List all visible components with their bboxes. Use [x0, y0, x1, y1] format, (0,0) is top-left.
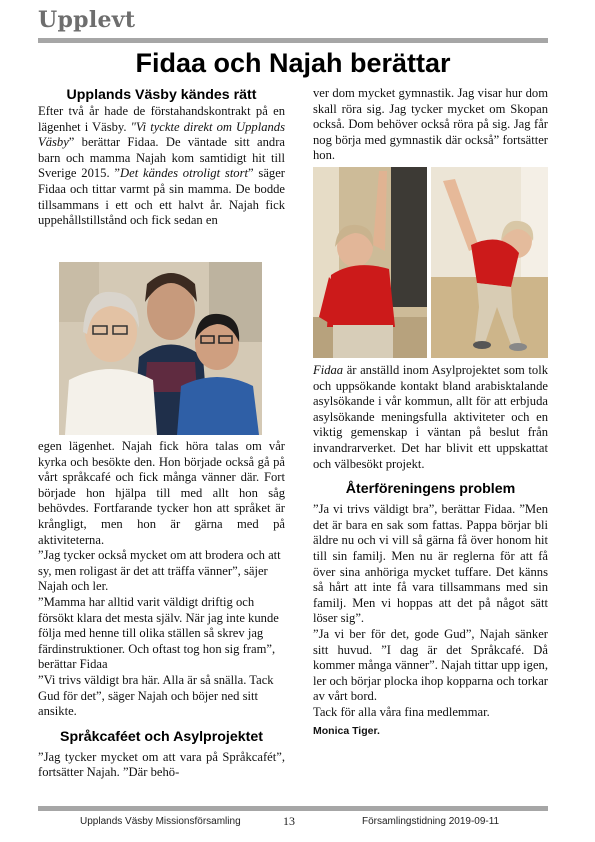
right-column-top: [313, 86, 548, 164]
footer-publisher: Upplands Väsby Missionsförsamling: [80, 816, 241, 827]
bottom-rule: [38, 806, 548, 811]
gymnastics-image-1: [313, 167, 427, 358]
paragraph-gymnastik: ver dom mycket gymnastik. Jag visar hur dom skall röra sig. Jag tycker mycket om Skopan också. Dom behöver också röra på sig. Jag får nog börja med gymnastik där också” fortsätter hon.: [313, 86, 548, 163]
paragraph-intro: Efter två år hade de förstahandskontrakt på en lägenhet i Väsby. "Vi tyckte direkt om Upplands Väsby” berättar Fidaa. De väntade sitt andra barn och mamma Najah kom samtidigt hit till Sverige 2015. ”Det kändes otroligt stort” säger Fidaa och tittar varmt på sin mamma. De bodde tillsammans i ett och ett halvt år. Najah fick uppehållstillstånd och fick sedan en: [38, 104, 285, 228]
author-signature: Monica Tiger.: [313, 725, 380, 738]
gymnastics-image-2: [431, 167, 548, 358]
right-column-bottom: [313, 363, 548, 740]
paragraph-mamma: ”Mamma har alltid varit väldigt driftig och försökt klara det mesta själv. När jag inte kunde följa med henne till olika ställen så skrev jag färdinstruktioner. Och oftast tog hon sig fram”, berättar Fidaa: [38, 594, 279, 672]
paragraph-lagenhet: egen lägenhet. Najah fick höra talas om vår kyrka och besökte den. Hon började också gå på vårt språkcafé och fick många vänner där. Fort började hon hjälpa till med allt hon såg behövdes. Fortfarande tycker hon att språket är krångligt, men hon är gärna med på aktiviteterna.: [38, 439, 285, 547]
heading-upplands-vasby: Upplands Väsby kändes rätt: [66, 87, 257, 103]
paragraph-tack: Tack för alla våra fina medlemmar.: [313, 704, 490, 719]
photo-gymnastics-stretch-up: [313, 167, 427, 358]
left-column-top: [38, 86, 285, 229]
heading-aterforeningens-problem: Återföreningens problem: [345, 481, 516, 498]
photo-gymnastics-side-bend: [431, 167, 548, 358]
page-number: 13: [283, 814, 295, 828]
paragraph-brodera: ”Jag tycker också mycket om att brodera och att sy, men roligast är det att träffa vänner”, säjer Najah och ler.: [38, 548, 281, 594]
footer-publication-date: Församlingstidning 2019-09-11: [362, 816, 500, 827]
photo-family-portrait: [59, 262, 262, 435]
heading-sprakcafeet: Språkcaféet och Asylprojektet: [60, 728, 263, 745]
section-label: Upplevt: [38, 7, 136, 33]
paragraph-gode-gud: ”Ja vi ber för det, gode Gud”, Najah sänker sitt huvud. ”I dag är det Språkcafé. Då kommer många vänner”. Najah tittar upp igen, ler och börjar plocka ihop kopparna och torkar av vårt bord.: [313, 626, 549, 704]
paragraph-sprakcafet: ”Jag tycker mycket om att vara på Språkcafét”, fortsätter Najah. ”Där behö-: [38, 749, 285, 780]
paragraph-trivs-fidaa: ”Ja vi trivs väldigt bra”, berättar Fidaa. ”Men det är bara en sak som fattas. Pappa börjar bli äldre nu och vi vill så gärna få över honom hit till sin familj. Men nu är reglerna för att få över sina anhöriga mycket tuffare. Det känns så hårt att inte få vara tillsammans med sin familj. Men vi hoppas att det på något sätt löser sig”.: [313, 502, 548, 626]
article-title: Fidaa och Najah berättar: [135, 48, 451, 78]
paragraph-trivs: ”Vi trivs väldigt bra här. Alla är så snälla. Tack Gud för det”, säger Najah och böjer ned sitt ansikte.: [38, 672, 274, 719]
paragraph-asylprojektet: Fidaa är anställd inom Asylprojektet som tolk och uppsökande kontakt bland arabisktalande asylsökande i vår kommun, allt för att erbjuda asylsökande meningsfulla aktiviteter och en viktig gemenskap i väntan på beslut från invandrarverket. Det har blivit ett uppskattat och välbesökt projekt.: [313, 363, 548, 471]
top-rule: [38, 38, 548, 43]
left-column-bottom: [38, 439, 285, 781]
family-portrait-image: [59, 262, 262, 435]
